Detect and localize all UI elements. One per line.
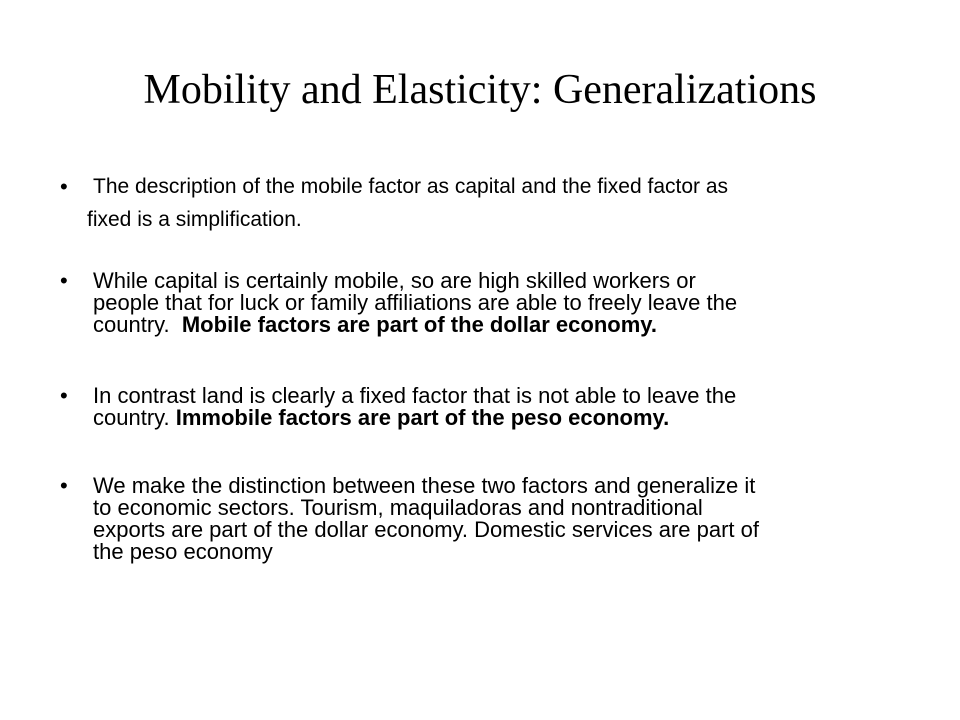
bullet-line-text: country. bbox=[93, 405, 176, 430]
bullet-line bbox=[93, 314, 923, 336]
bullet-emphasis: Mobile factors are part of the dollar economy. bbox=[181, 312, 657, 337]
bullet-line-text: country. bbox=[93, 312, 182, 337]
bullet-text bbox=[87, 175, 923, 231]
bullet-line bbox=[93, 407, 923, 429]
bullet-text bbox=[93, 385, 923, 429]
bullet-text bbox=[93, 270, 923, 336]
bullet-marker: • bbox=[60, 268, 68, 293]
bullet-line: While capital is certainly mobile, so are high skilled workers or bbox=[93, 268, 696, 293]
bullet-line: the peso economy bbox=[93, 539, 273, 564]
bullet-line: people that for luck or family affiliations are able to freely leave the bbox=[93, 290, 738, 315]
bullet-text bbox=[93, 475, 923, 563]
bullet-marker: • bbox=[60, 473, 68, 498]
bullet-line: fixed is a simplification. bbox=[87, 208, 302, 231]
bullet-line: The description of the mobile factor as capital and the fixed factor as bbox=[93, 175, 729, 198]
bullet-line: In contrast land is clearly a fixed factor that is not able to leave the bbox=[93, 383, 737, 408]
bullet-marker: • bbox=[60, 383, 68, 408]
bullet-line: to economic sectors. Tourism, maquiladoras and nontraditional bbox=[93, 495, 703, 520]
bullet-emphasis: Immobile factors are part of the peso economy. bbox=[175, 405, 670, 430]
slide-title: Mobility and Elasticity: Generalizations bbox=[143, 67, 817, 113]
bullet-line: We make the distinction between these two factors and generalize it bbox=[93, 473, 756, 498]
bullet-line: exports are part of the dollar economy. Domestic services are part of bbox=[93, 517, 759, 542]
bullet-marker: • bbox=[60, 174, 68, 199]
